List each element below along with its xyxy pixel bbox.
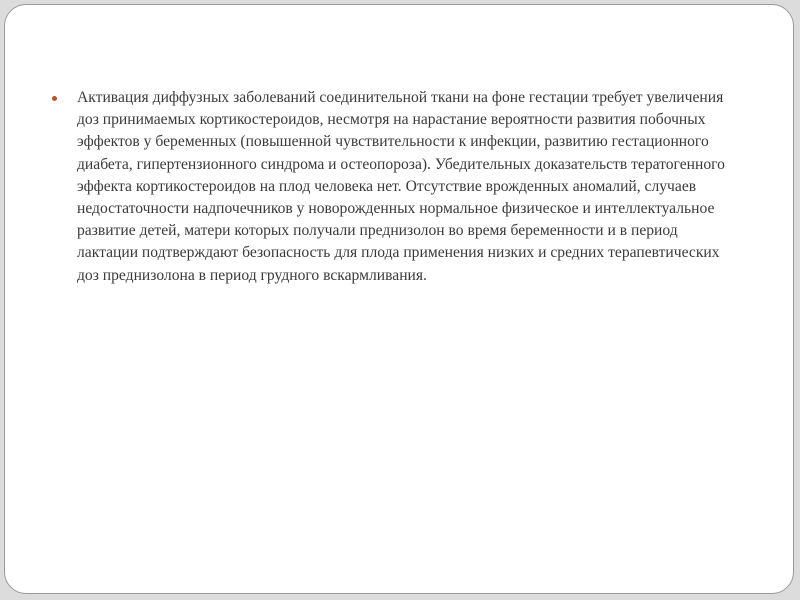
slide-frame xyxy=(4,4,794,594)
bullet-text: Активация диффузных заболеваний соединительной ткани на фоне гестации требует увеличения доз принимаемых кортикостероидов, несмотря на нарастание вероятности развития побочных эффектов у беременных (повышенной чувствительности к инфекции, развитию гестационного диабета, гипертензионного синдрома и остеопороза). Убедительных доказательств тератогенного эффекта кортикостероидов на плод человека нет. Отсутствие врожденных аномалий, случаев недостаточности надпочечников у новорожденных нормальное физическое и интеллектуальное развитие детей, матери которых получали преднизолон во время беременности и в период лактации подтверждают безопасность для плода применения низких и средних терапевтических доз преднизолона в период грудного вскармливания. xyxy=(77,89,725,284)
slide-content xyxy=(50,87,740,287)
bullet-item xyxy=(50,87,740,287)
bullet-dot-icon xyxy=(52,96,57,101)
